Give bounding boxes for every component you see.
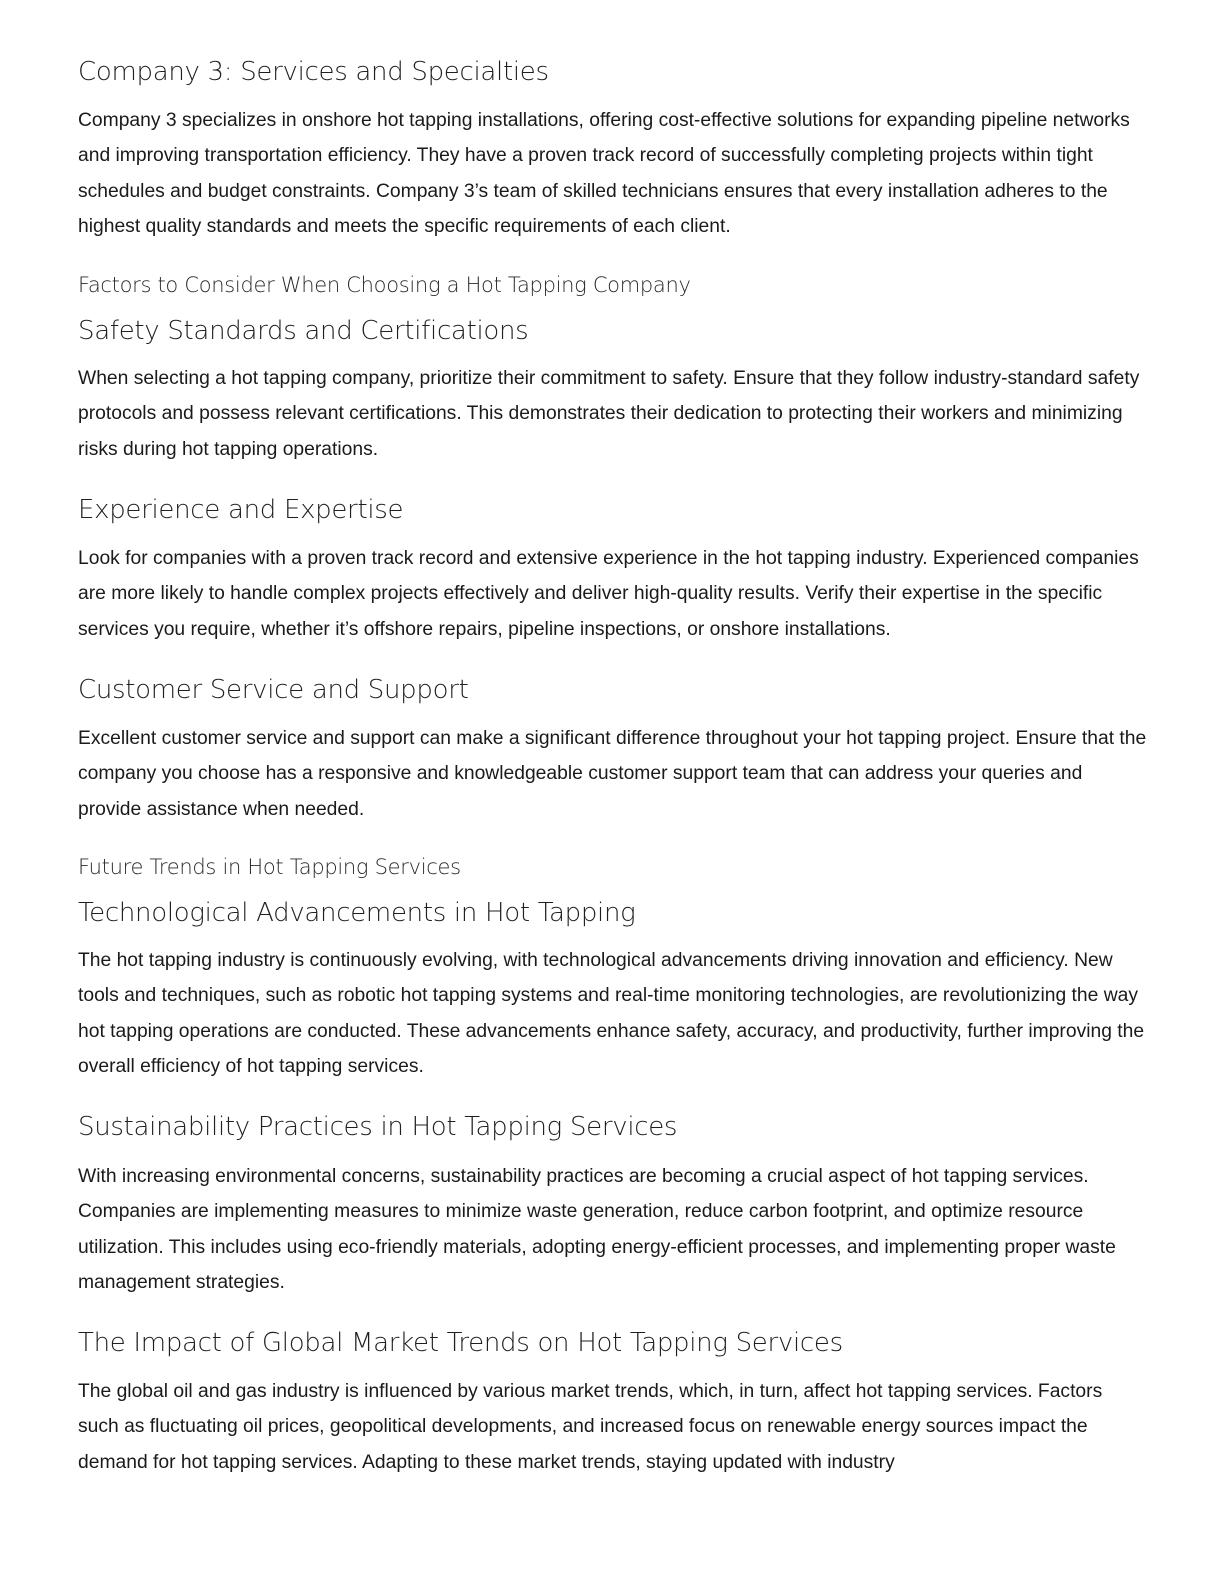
section-body-safety: When selecting a hot tapping company, prioritize their commitment to safety. Ensure that they follow industry-standard safety protocols and possess relevant certifications. This demonstrates their dedication to protecting their workers and minimizing risks during hot tapping operations. — [78, 368, 1140, 460]
section-body-customer-service: Excellent customer service and support can make a significant difference throughout your hot tapping project. Ensure that the company you choose has a responsive and knowledgeable customer support team that can address your queries and provide assistance when needed. — [78, 728, 1147, 820]
section-heading-safety: Safety Standards and Certifications — [78, 316, 529, 346]
section-body-experience: Look for companies with a proven track record and extensive experience in the hot tapping industry. Experienced companies are more likely to handle complex projects effectively and deliver high-quality results. Verify their expertise in the specific services you require, whether it’s offshore repairs, pipeline inspections, or onshore installations. — [78, 548, 1139, 640]
section-heading-customer-service: Customer Service and Support — [78, 675, 469, 705]
section-heading-company-3: Company 3: Services and Specialties — [78, 57, 549, 87]
section-heading-sustainability: Sustainability Practices in Hot Tapping Services — [78, 1112, 678, 1142]
section-heading-technological: Technological Advancements in Hot Tapping — [78, 898, 636, 928]
section-body-technological: The hot tapping industry is continuously evolving, with technological advancements driving innovation and efficiency. New tools and techniques, such as robotic hot tapping systems and real-time monitoring technologies, are revolutionizing the way hot tapping operations are conducted. These advancements enhance safety, accuracy, and productivity, further improving the overall efficiency of hot tapping services. — [78, 950, 1145, 1077]
section-body-global-market: The global oil and gas industry is influenced by various market trends, which, in turn, affect hot tapping services. Factors such as fluctuating oil prices, geopolitical developments, and increased focus on renewable energy sources impact the demand for hot tapping services. Adapting to these market trends, staying updated with industry — [78, 1381, 1103, 1473]
subheading-factors: Factors to Consider When Choosing a Hot Tapping Company — [78, 273, 691, 297]
section-body-sustainability: With increasing environmental concerns, sustainability practices are becoming a crucial aspect of hot tapping services. Companies are implementing measures to minimize waste generation, reduce carbon footprint, and optimize resource utilization. This includes using eco-friendly materials, adopting energy-efficient processes, and implementing proper waste management strategies. — [78, 1166, 1116, 1293]
subheading-future-trends: Future Trends in Hot Tapping Services — [78, 855, 461, 879]
section-heading-experience: Experience and Expertise — [78, 495, 404, 525]
section-heading-global-market: The Impact of Global Market Trends on Hot Tapping Services — [78, 1328, 843, 1358]
section-body-company-3: Company 3 specializes in onshore hot tapping installations, offering cost-effective solutions for expanding pipeline networks and improving transportation efficiency. They have a proven track record of successfully completing projects within tight schedules and budget constraints. Company 3’s team of skilled technicians ensures that every installation adheres to the highest quality standards and meets the specific requirements of each client. — [78, 110, 1130, 237]
